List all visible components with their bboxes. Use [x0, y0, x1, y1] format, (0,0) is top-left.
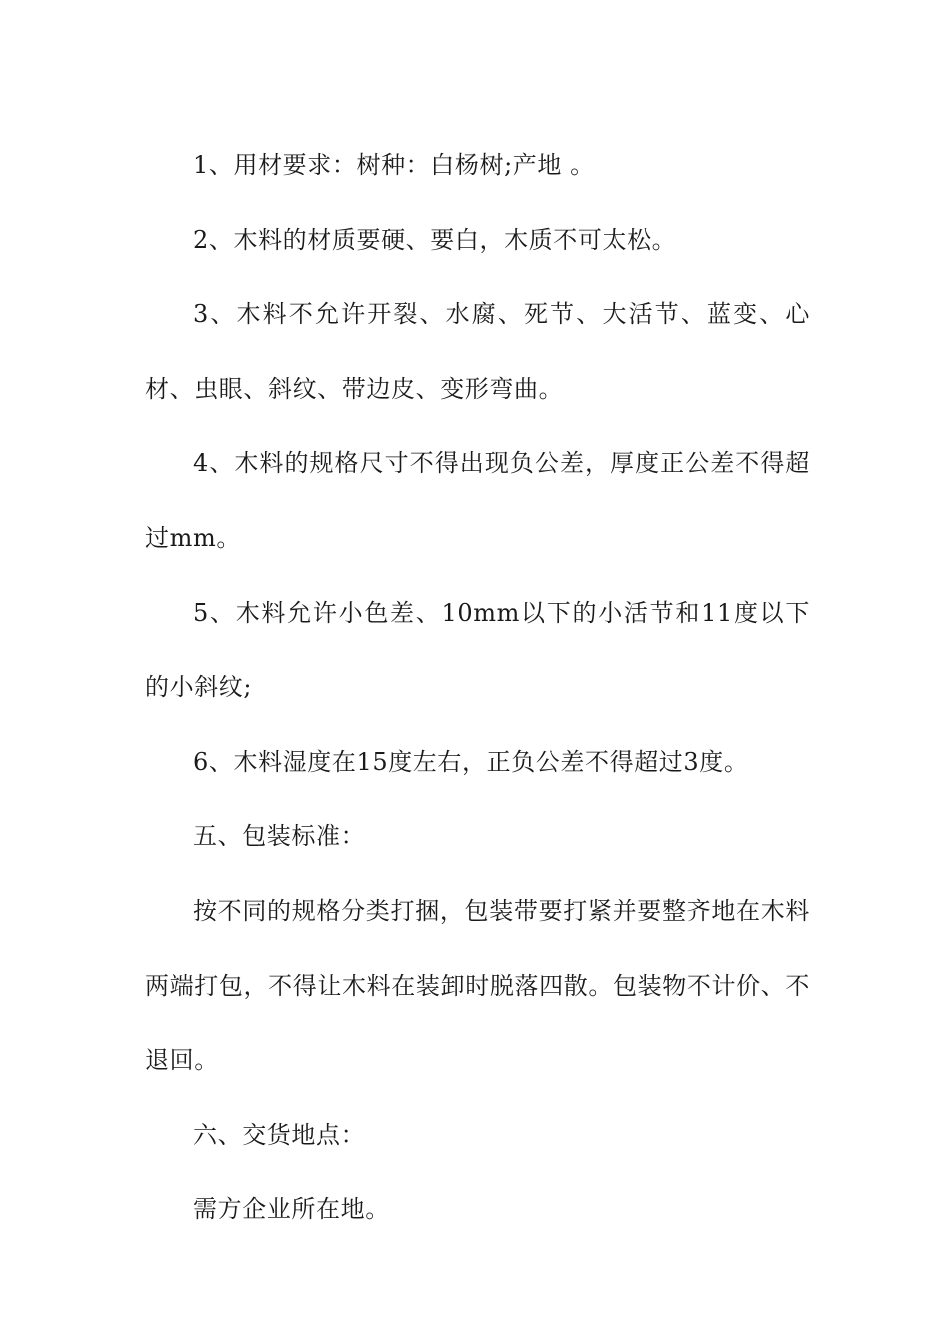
document-body — [145, 128, 810, 1247]
paragraph-humidity: 6、木料湿度在15度左右，正负公差不得超过3度。 — [193, 747, 749, 776]
paragraph-defects-not-allowed: 3、木料不允许开裂、水腐、死节、大活节、蓝变、心材、虫眼、斜纹、带边皮、变形弯曲。 — [145, 300, 810, 403]
paragraph-packaging-details: 按不同的规格分类打捆，包装带要打紧并要整齐地在木料两端打包，不得让木料在装卸时脱落四散。包装物不计价、不退回。 — [145, 896, 810, 1075]
paragraph-size-tolerance: 4、木料的规格尺寸不得出现负公差，厚度正公差不得超过mm。 — [145, 449, 810, 552]
paragraph-material-hardness: 2、木料的材质要硬、要白，木质不可太松。 — [193, 225, 677, 254]
paragraph-allowed-minor-defects: 5、木料允许小色差、10mm以下的小活节和11度以下的小斜纹; — [145, 598, 810, 702]
paragraph-delivery-location: 需方企业所在地。 — [193, 1195, 390, 1224]
paragraph-material-requirement: 1、用材要求：树种：白杨树;产地 。 — [193, 151, 595, 179]
section-heading-delivery-location: 六、交货地点： — [193, 1120, 366, 1149]
section-heading-packaging: 五、包装标准： — [193, 822, 366, 851]
